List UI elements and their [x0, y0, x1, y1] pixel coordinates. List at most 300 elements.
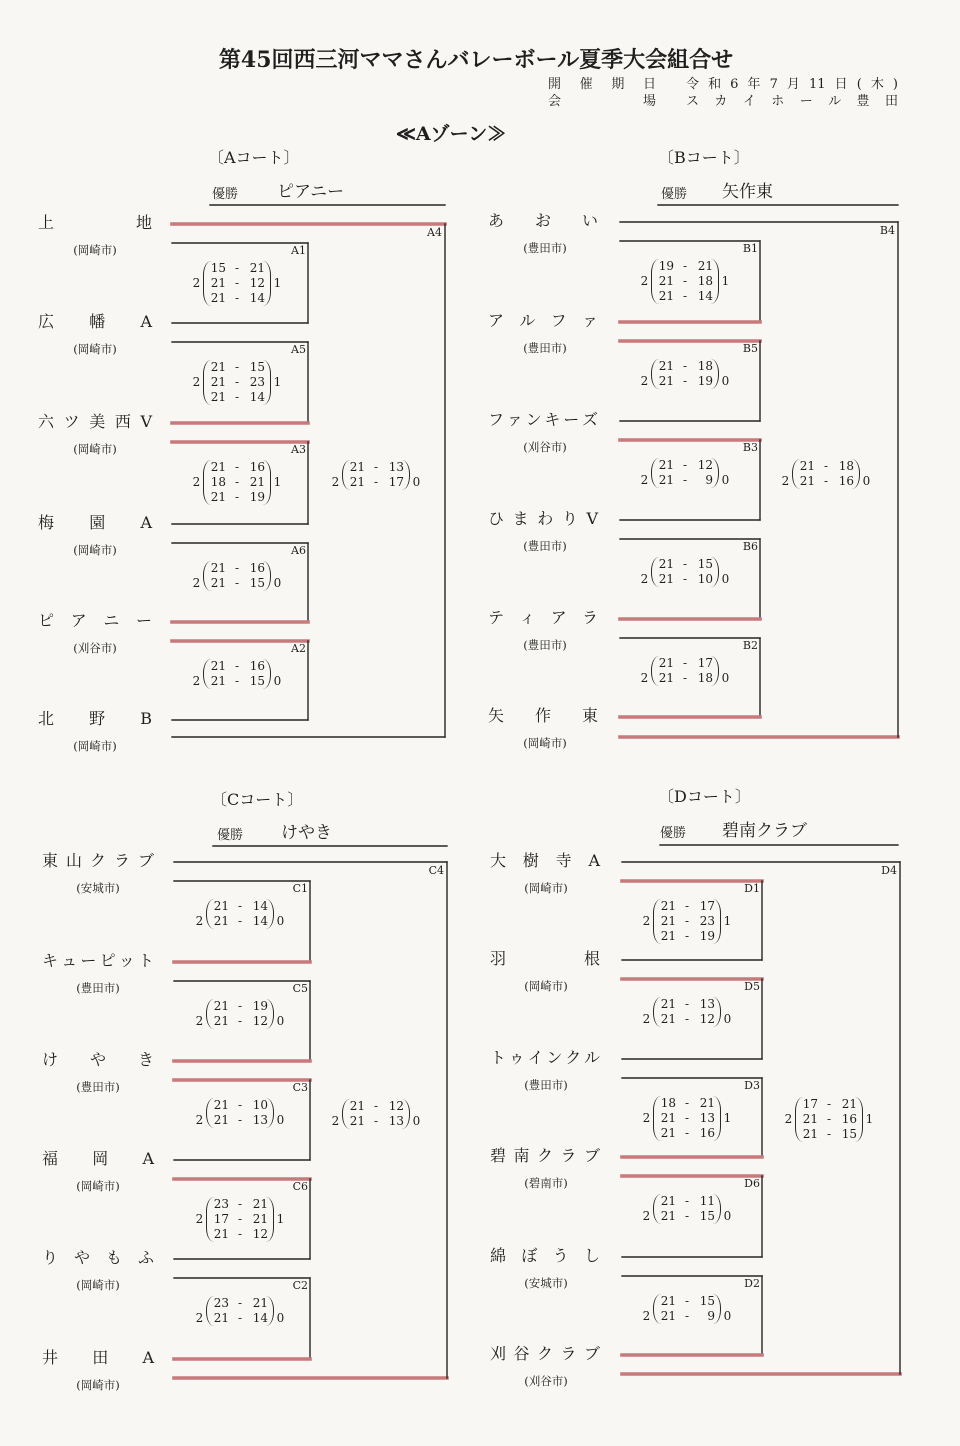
- set-scores: [651, 656, 719, 686]
- set-score: [798, 474, 854, 489]
- glyph: 年: [747, 77, 761, 92]
- set-points: 19: [697, 373, 713, 388]
- set-points: 19: [658, 258, 674, 273]
- team-city: (岡崎市): [76, 1378, 120, 1392]
- glyph: ニ: [103, 611, 120, 630]
- set-scores: [651, 458, 719, 488]
- set-points: 21: [349, 459, 365, 474]
- match-label: B6: [742, 540, 758, 553]
- set-points: 21: [213, 1226, 229, 1241]
- glyph: 場: [642, 94, 656, 109]
- sets-lost: 0: [276, 1013, 285, 1028]
- sets-won: 2: [192, 275, 201, 290]
- set-points: 11: [699, 1193, 715, 1208]
- set-score: [659, 1194, 715, 1209]
- set-score: [348, 475, 404, 490]
- team-city: (岡崎市): [524, 979, 568, 993]
- glyph: 日: [642, 77, 656, 92]
- winner-name: 碧南クラブ: [722, 821, 807, 841]
- glyph: A: [140, 513, 152, 532]
- set-points: 14: [249, 290, 265, 305]
- sets-lost: 0: [276, 1112, 285, 1127]
- set-points: 21: [210, 459, 226, 474]
- set-dash: -: [237, 1211, 243, 1226]
- sets-lost: 0: [273, 673, 282, 688]
- glyph: 刈: [490, 1344, 507, 1363]
- set-points: 21: [213, 898, 229, 913]
- set-points: 21: [213, 1013, 229, 1028]
- set-points: 15: [841, 1127, 857, 1141]
- team-city: (豊田市): [523, 341, 567, 355]
- glyph: キ: [544, 410, 561, 429]
- set-points: 12: [697, 457, 713, 472]
- set-points: 21: [213, 1310, 229, 1325]
- sets-won: 2: [331, 1114, 340, 1128]
- glyph: ア: [488, 311, 505, 330]
- set-score: [212, 1014, 268, 1029]
- set-score: [212, 1311, 268, 1326]
- glyph: ル: [828, 94, 842, 109]
- sets-won: 2: [784, 1112, 793, 1126]
- team-city: (岡崎市): [73, 442, 117, 456]
- sets-won: 2: [640, 571, 649, 586]
- team-city: (岡崎市): [524, 881, 568, 895]
- match-score: [195, 1098, 285, 1128]
- info-value: [686, 77, 898, 93]
- team-city: (岡崎市): [76, 1278, 120, 1292]
- set-points: 21: [210, 658, 226, 673]
- team-city: (豊田市): [523, 539, 567, 553]
- set-dash: -: [682, 556, 688, 571]
- set-points: 21: [660, 1110, 676, 1125]
- glyph: 月: [786, 77, 800, 92]
- sets-won: 2: [781, 473, 790, 488]
- glyph: あ: [488, 211, 505, 230]
- sets-lost: 1: [276, 1211, 285, 1226]
- glyph: 会: [548, 94, 562, 109]
- set-dash: -: [682, 655, 688, 670]
- set-score: [212, 1227, 268, 1242]
- set-points: 16: [249, 658, 265, 673]
- set-score: [209, 390, 265, 405]
- page-title: 第45回西三河ママさんバレーボール夏季大会組合せ: [218, 47, 734, 73]
- set-score: [209, 276, 265, 291]
- set-scores: [206, 1098, 274, 1128]
- set-points: 9: [705, 472, 713, 487]
- glyph: A: [588, 851, 600, 870]
- set-points: 18: [838, 458, 854, 473]
- set-points: 21: [210, 673, 226, 688]
- team-city: (刈谷市): [524, 1374, 568, 1388]
- team-name: [42, 1348, 154, 1368]
- set-score: [212, 1197, 268, 1212]
- sets-lost: 0: [862, 473, 871, 488]
- set-dash: -: [682, 288, 688, 303]
- set-dash: -: [234, 489, 240, 504]
- set-points: 14: [249, 389, 265, 404]
- set-dash: -: [237, 1097, 243, 1112]
- glyph: ぼ: [521, 1246, 538, 1265]
- glyph: ク: [536, 1146, 553, 1165]
- set-dash: -: [373, 1099, 379, 1113]
- sets-won: 2: [640, 472, 649, 487]
- set-dash: -: [237, 1310, 243, 1325]
- set-points: 21: [658, 556, 674, 571]
- set-score: [659, 929, 715, 944]
- glyph: 幡: [89, 312, 106, 331]
- glyph: 和: [708, 77, 722, 92]
- glyph: ま: [512, 509, 529, 528]
- glyph: 井: [42, 1348, 59, 1367]
- glyph: 日: [834, 77, 848, 92]
- set-points: 21: [799, 458, 815, 473]
- set-points: 12: [252, 1013, 268, 1028]
- set-points: 21: [660, 1308, 676, 1323]
- glyph: 西: [114, 412, 131, 431]
- match-score: [642, 1294, 732, 1324]
- set-points: 15: [249, 359, 265, 374]
- glyph: ル: [583, 1048, 600, 1067]
- team-name: [490, 1246, 600, 1266]
- glyph: ズ: [581, 410, 598, 429]
- set-points: 21: [249, 474, 265, 489]
- set-points: 15: [249, 575, 265, 590]
- team-city: (豊田市): [76, 1080, 120, 1094]
- team-name: [490, 851, 600, 871]
- glyph: ピ: [38, 611, 55, 630]
- set-score: [798, 459, 854, 474]
- match-score: [195, 1296, 285, 1326]
- set-score: [212, 1113, 268, 1128]
- set-score: [657, 656, 713, 671]
- set-dash: -: [682, 373, 688, 388]
- winner-name: ピアニー: [277, 182, 345, 202]
- set-score: [657, 289, 713, 304]
- set-points: 19: [249, 489, 265, 504]
- set-dash: -: [237, 1226, 243, 1241]
- glyph: A: [140, 312, 152, 331]
- glyph: 広: [38, 312, 55, 331]
- set-dash: -: [826, 1097, 832, 1111]
- glyph: ツ: [63, 412, 80, 431]
- set-points: 12: [388, 1099, 404, 1113]
- glyph: 寺: [555, 851, 572, 870]
- glyph: ア: [70, 611, 87, 630]
- court-title: 〔Cコート〕: [211, 790, 304, 809]
- glyph: 開: [548, 77, 562, 92]
- glyph: ク: [565, 1048, 582, 1067]
- set-score: [209, 674, 265, 689]
- team-name: [42, 951, 154, 971]
- set-scores: [653, 1294, 721, 1324]
- set-dash: -: [234, 575, 240, 590]
- set-points: 21: [658, 373, 674, 388]
- court-title: 〔Bコート〕: [658, 148, 750, 167]
- set-dash: -: [234, 560, 240, 575]
- match-label: D4: [881, 864, 897, 877]
- set-dash: -: [237, 1196, 243, 1211]
- set-score: [659, 1096, 715, 1111]
- set-score: [212, 914, 268, 929]
- sets-lost: 1: [273, 474, 282, 489]
- glyph: A: [142, 1149, 154, 1168]
- set-dash: -: [234, 474, 240, 489]
- set-scores: [203, 561, 271, 591]
- glyph: ッ: [118, 951, 135, 970]
- set-points: 21: [660, 898, 676, 913]
- set-score: [209, 490, 265, 505]
- glyph: ン: [525, 410, 542, 429]
- final-score: [331, 460, 421, 490]
- set-dash: -: [682, 670, 688, 685]
- team-city: (刈谷市): [523, 440, 567, 454]
- set-score: [212, 1098, 268, 1113]
- match-score: [642, 997, 732, 1027]
- set-score: [212, 999, 268, 1014]
- match-score: [195, 899, 285, 929]
- team-name: [490, 1344, 600, 1364]
- sets-lost: 0: [273, 575, 282, 590]
- set-dash: -: [237, 898, 243, 913]
- set-dash: -: [234, 290, 240, 305]
- glyph: 7: [769, 77, 778, 92]
- team-name: [38, 709, 152, 729]
- team-city: (刈谷市): [73, 641, 117, 655]
- team-city: (岡崎市): [523, 736, 567, 750]
- set-points: 18: [210, 474, 226, 489]
- set-scores: [203, 360, 271, 405]
- glyph: ァ: [581, 311, 598, 330]
- set-dash: -: [684, 1308, 690, 1323]
- set-scores: [203, 460, 271, 505]
- glyph: イ: [527, 1048, 544, 1067]
- sets-won: 2: [195, 913, 204, 928]
- glyph: ブ: [583, 1344, 600, 1363]
- match-score: [192, 261, 282, 306]
- glyph: イ: [742, 94, 756, 109]
- team-city: (安城市): [76, 881, 120, 895]
- glyph: キ: [42, 951, 59, 970]
- glyph: ゥ: [508, 1048, 525, 1067]
- set-dash: -: [684, 898, 690, 913]
- glyph: ブ: [583, 1146, 600, 1165]
- set-score: [209, 375, 265, 390]
- sets-won: 2: [640, 373, 649, 388]
- team-name: [38, 412, 152, 432]
- glyph: ァ: [506, 410, 523, 429]
- set-points: 21: [658, 670, 674, 685]
- match-label: C5: [292, 982, 308, 995]
- set-points: 13: [388, 459, 404, 474]
- set-dash: -: [234, 658, 240, 673]
- set-points: 21: [210, 389, 226, 404]
- glyph: 木: [870, 77, 884, 92]
- glyph: 美: [89, 412, 106, 431]
- sets-won: 2: [195, 1013, 204, 1028]
- info-label: [548, 94, 656, 110]
- team-name: [490, 1048, 600, 1068]
- set-points: 21: [210, 489, 226, 504]
- set-points: 21: [799, 473, 815, 488]
- glyph: 六: [38, 412, 55, 431]
- sets-won: 2: [640, 670, 649, 685]
- team-city: (岡崎市): [73, 543, 117, 557]
- glyph: き: [137, 1050, 154, 1069]
- set-points: 17: [699, 898, 715, 913]
- set-points: 21: [697, 258, 713, 273]
- set-points: 21: [252, 1211, 268, 1226]
- set-points: 21: [660, 1011, 676, 1026]
- set-points: 14: [697, 288, 713, 303]
- sets-lost: 0: [723, 1011, 732, 1026]
- winner-label: 優勝: [212, 187, 239, 202]
- set-points: 18: [697, 273, 713, 288]
- set-score: [209, 360, 265, 375]
- sets-won: 2: [642, 1308, 651, 1323]
- winner-name: 矢作東: [722, 182, 773, 202]
- glyph: A: [142, 1348, 154, 1367]
- set-points: 16: [841, 1112, 857, 1126]
- glyph: フ: [550, 311, 567, 330]
- team-name: [488, 706, 598, 726]
- team-city: (豊田市): [524, 1078, 568, 1092]
- glyph: ト: [137, 951, 154, 970]
- glyph: 大: [490, 851, 507, 870]
- set-score: [657, 374, 713, 389]
- set-score: [209, 460, 265, 475]
- winner-label: 優勝: [217, 828, 244, 843]
- set-points: 21: [213, 913, 229, 928]
- set-points: 21: [660, 1293, 676, 1308]
- set-points: 13: [699, 1110, 715, 1125]
- match-label: C3: [292, 1081, 308, 1094]
- glyph: V: [586, 509, 598, 528]
- set-scores: [206, 1197, 274, 1242]
- team-name: [488, 311, 598, 331]
- glyph: 6: [730, 77, 739, 92]
- glyph: カ: [714, 94, 728, 109]
- set-points: 12: [252, 1226, 268, 1241]
- set-scores: [206, 999, 274, 1029]
- sets-won: 2: [195, 1310, 204, 1325]
- set-scores: [651, 359, 719, 389]
- glyph: テ: [488, 608, 505, 627]
- set-points: 16: [838, 473, 854, 488]
- glyph: ル: [519, 311, 536, 330]
- set-dash: -: [684, 1110, 690, 1125]
- match-label: C2: [292, 1279, 308, 1292]
- glyph: 岡: [92, 1149, 109, 1168]
- set-points: 21: [213, 998, 229, 1013]
- set-scores: [651, 557, 719, 587]
- match-label: B2: [742, 639, 758, 652]
- set-points: 21: [658, 288, 674, 303]
- set-dash: -: [237, 1112, 243, 1127]
- set-points: 21: [841, 1097, 857, 1111]
- glyph: ひ: [488, 509, 505, 528]
- match-label: C6: [292, 1180, 308, 1193]
- sets-won: 2: [192, 575, 201, 590]
- set-points: 21: [660, 928, 676, 943]
- glyph: 梅: [38, 513, 55, 532]
- sets-lost: 0: [412, 474, 421, 489]
- glyph: ラ: [560, 1344, 577, 1363]
- set-points: 21: [699, 1095, 715, 1110]
- sets-won: 2: [642, 1208, 651, 1223]
- glyph: フ: [488, 410, 505, 429]
- set-points: 10: [252, 1097, 268, 1112]
- glyph: ラ: [581, 608, 598, 627]
- sets-lost: 0: [721, 571, 730, 586]
- glyph: 北: [38, 709, 55, 728]
- match-score: [640, 359, 730, 389]
- set-points: 23: [249, 374, 265, 389]
- glyph: 南: [513, 1146, 530, 1165]
- team-city: (岡崎市): [73, 243, 117, 257]
- set-score: [657, 259, 713, 274]
- set-score: [348, 1114, 404, 1129]
- final-score: [331, 1099, 421, 1129]
- team-city: (碧南市): [524, 1176, 568, 1190]
- team-city: (豊田市): [523, 241, 567, 255]
- set-points: 21: [658, 571, 674, 586]
- match-label: B4: [879, 224, 895, 237]
- set-points: 21: [660, 1193, 676, 1208]
- set-score: [209, 659, 265, 674]
- sets-lost: 0: [276, 913, 285, 928]
- team-name: [38, 513, 152, 533]
- set-points: 21: [210, 359, 226, 374]
- set-points: 14: [252, 1310, 268, 1325]
- set-dash: -: [826, 1112, 832, 1126]
- team-city: (豊田市): [523, 638, 567, 652]
- team-name: [488, 608, 598, 628]
- set-score: [801, 1127, 857, 1142]
- glyph: 矢: [488, 706, 505, 725]
- glyph: も: [105, 1248, 122, 1267]
- set-points: 19: [699, 928, 715, 943]
- set-score: [657, 473, 713, 488]
- glyph: け: [42, 1050, 59, 1069]
- glyph: 野: [89, 709, 106, 728]
- set-score: [657, 458, 713, 473]
- set-score: [657, 572, 713, 587]
- match-label: C1: [292, 882, 308, 895]
- glyph: 令: [686, 77, 700, 92]
- set-scores: [792, 459, 860, 489]
- glyph: 上: [38, 213, 55, 232]
- match-label: A4: [427, 226, 442, 239]
- set-dash: -: [684, 928, 690, 943]
- set-score: [659, 1294, 715, 1309]
- set-scores: [203, 261, 271, 306]
- glyph: 園: [89, 513, 106, 532]
- glyph: 根: [583, 949, 600, 968]
- set-points: 21: [802, 1127, 818, 1141]
- team-name: [490, 1146, 600, 1166]
- match-score: [642, 1194, 732, 1224]
- glyph: い: [581, 211, 598, 230]
- set-points: 16: [699, 1125, 715, 1140]
- set-points: 21: [658, 655, 674, 670]
- glyph: 地: [135, 213, 152, 232]
- glyph: り: [561, 509, 578, 528]
- set-points: 21: [349, 1099, 365, 1113]
- glyph: や: [73, 1248, 90, 1267]
- set-points: 21: [660, 996, 676, 1011]
- set-scores: [203, 659, 271, 689]
- set-dash: -: [684, 1293, 690, 1308]
